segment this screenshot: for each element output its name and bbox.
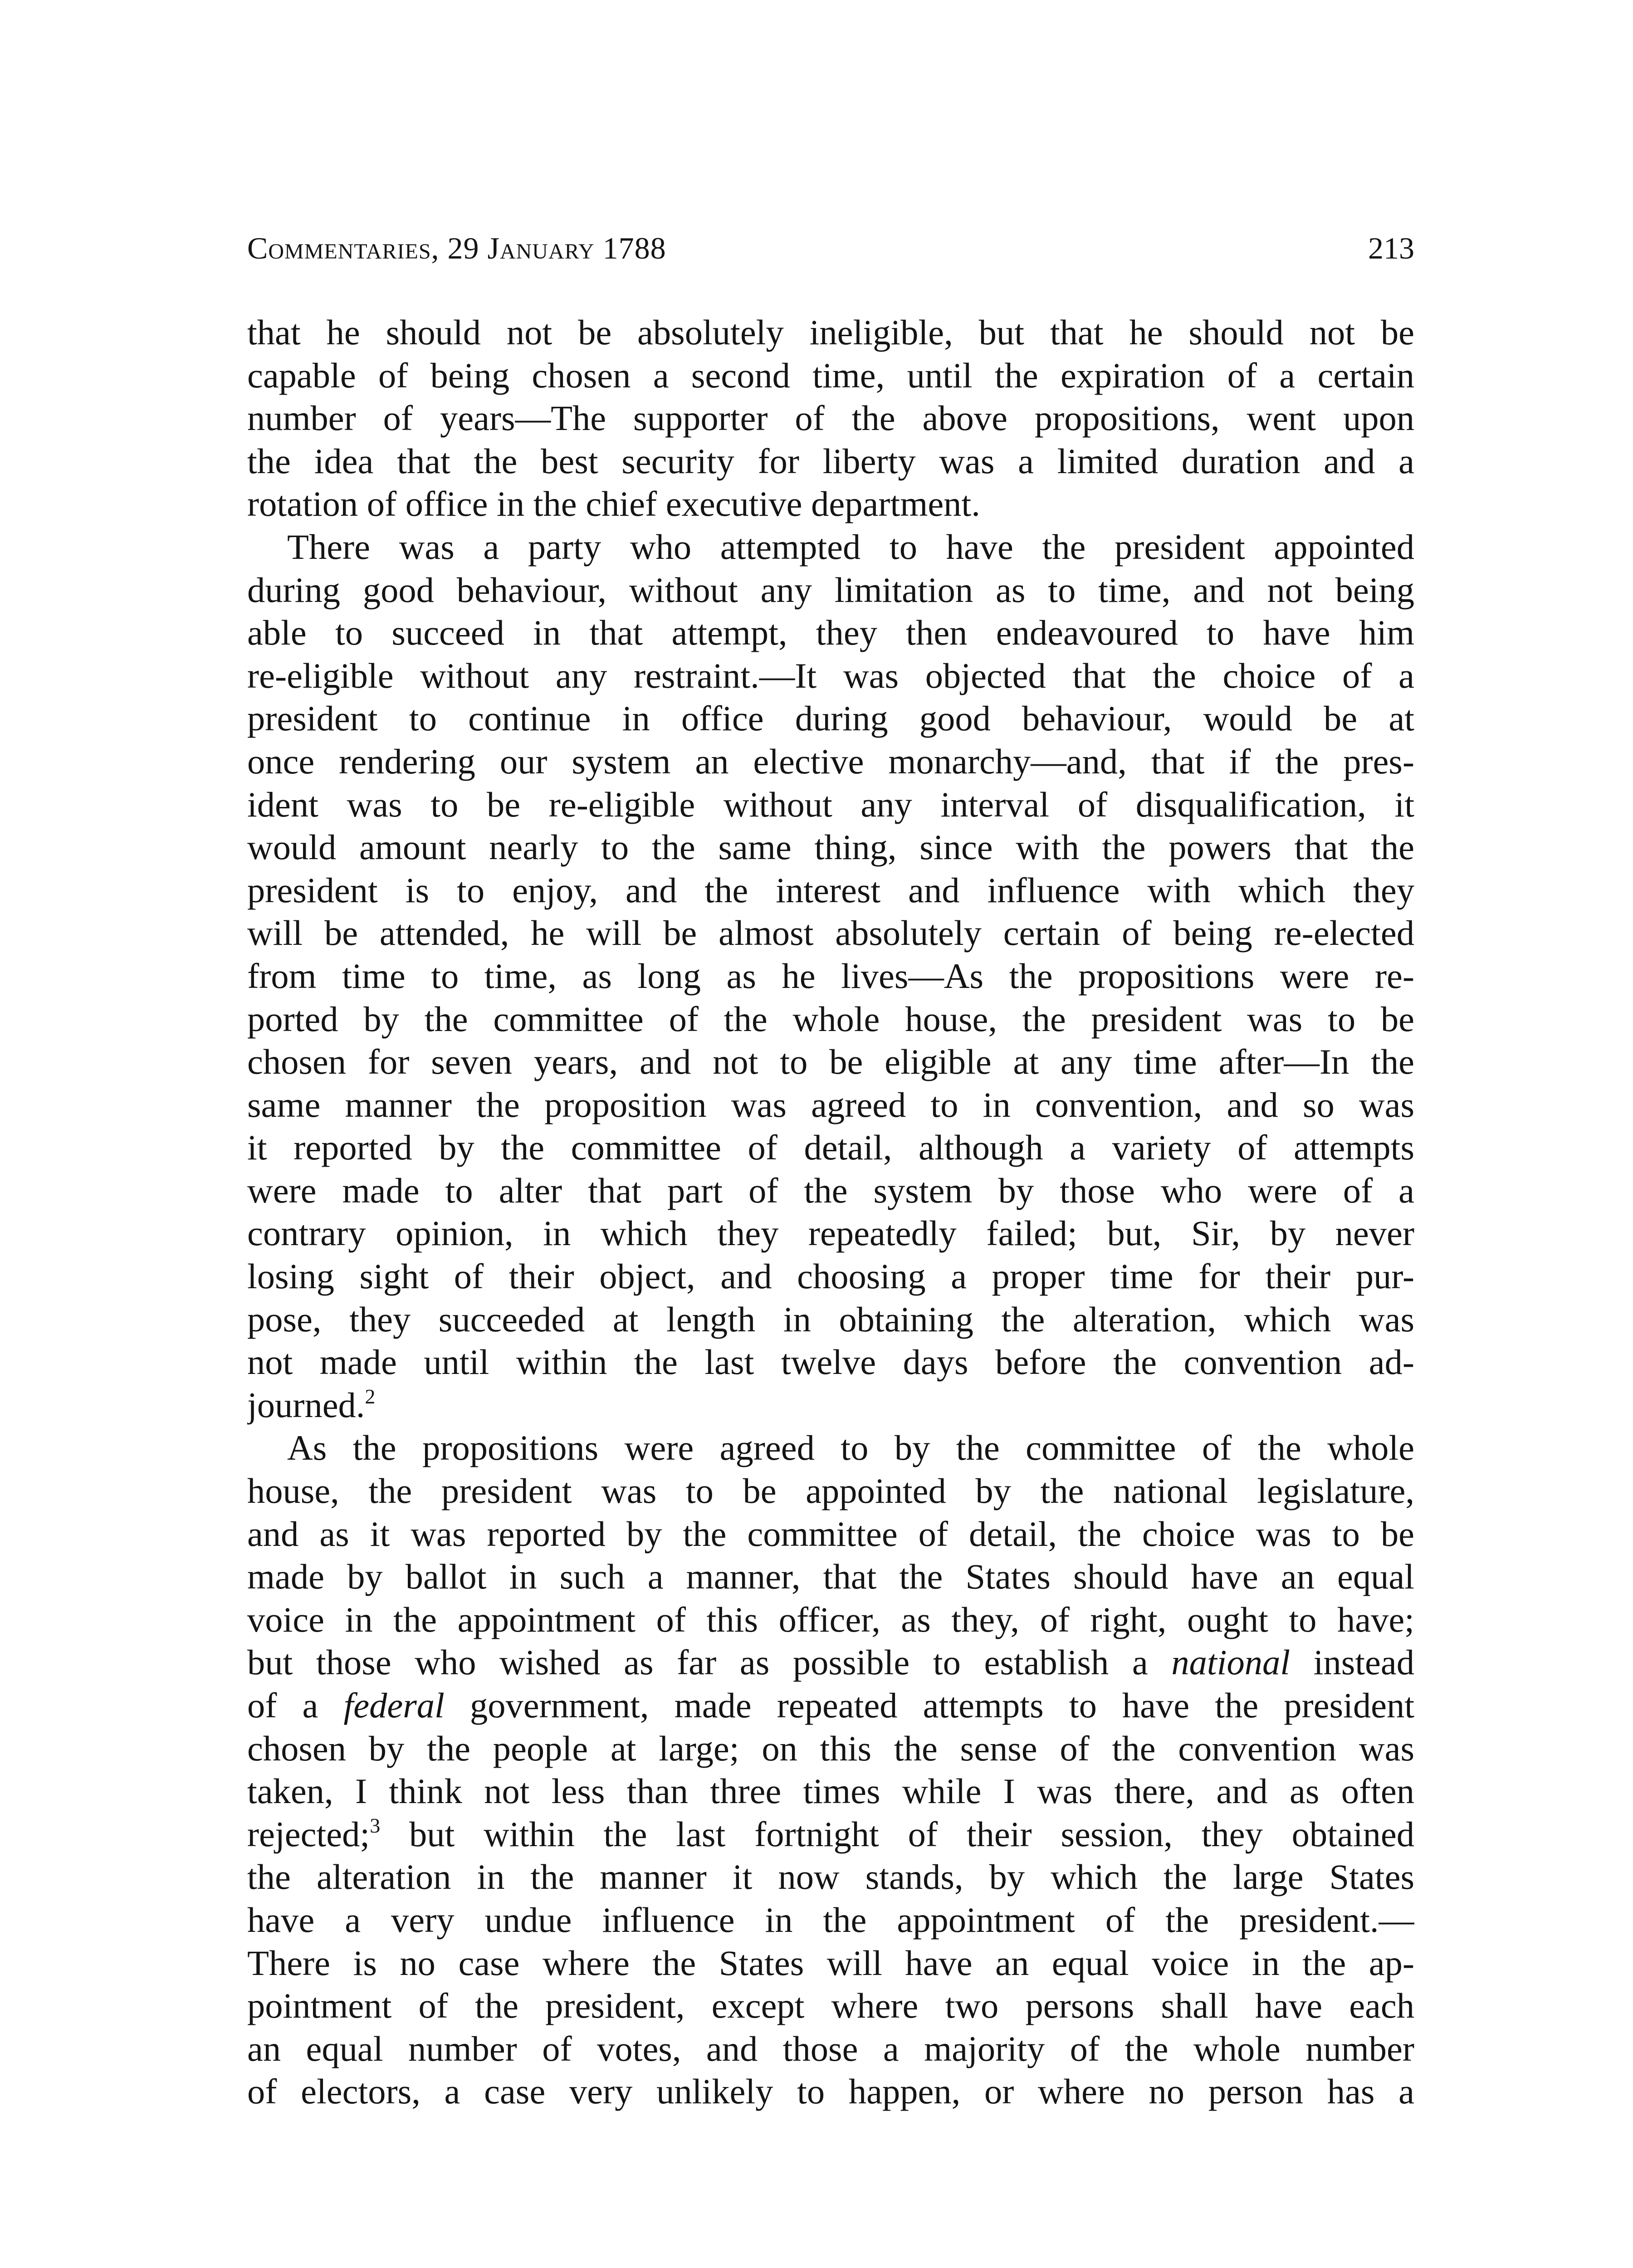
line-segment: but those who wished as far as possible to establish a — [247, 1642, 1172, 1682]
footnote-marker: 3 — [370, 1813, 381, 1837]
text-line: an equal number of votes, and those a majority of the whole number — [247, 2028, 1414, 2068]
text-line — [247, 1641, 1414, 1684]
page-number: 213 — [1368, 231, 1414, 265]
footnote-marker: 2 — [365, 1384, 376, 1408]
paragraph — [247, 1427, 1414, 2113]
line-segment: rejected; — [247, 1814, 370, 1854]
text-line: voice in the appointment of this officer, as they, of right, ought to have; — [247, 1599, 1414, 1639]
text-line: will be attended, he will be almost absolutely certain of being re-elected — [247, 913, 1414, 953]
text-line: the alteration in the manner it now stands, by which the large States — [247, 1857, 1414, 1897]
text-line: losing sight of their object, and choosing a proper time for their pur- — [247, 1256, 1414, 1296]
text-line: There was a party who attempted to have the president appointed — [287, 527, 1414, 567]
text-line: made by ballot in such a manner, that the States should have an equal — [247, 1557, 1414, 1597]
text-line: the idea that the best security for liberty was a limited duration and a — [247, 441, 1414, 481]
text-line: rotation of office in the chief executive department. — [247, 484, 980, 524]
text-line: pointment of the president, except where two persons shall have each — [247, 1986, 1414, 2026]
text-line: As the propositions were agreed to by the committee of the whole — [287, 1428, 1414, 1468]
text-line: pose, they succeeded at length in obtaining the alteration, which was — [247, 1299, 1414, 1339]
text-line: that he should not be absolutely ineligible, but that he should not be — [247, 313, 1414, 352]
text-line: president is to enjoy, and the interest and influence with which they — [247, 870, 1414, 910]
text-line: taken, I think not less than three times while I was there, and as often — [247, 1771, 1414, 1811]
line-segment: instead — [1290, 1642, 1414, 1682]
text-line: would amount nearly to the same thing, since with the powers that the — [247, 827, 1414, 867]
text-line: and as it was reported by the committee of detail, the choice was to be — [247, 1514, 1414, 1554]
text-line: of electors, a case very unlikely to happen, or where no person has a — [247, 2072, 1414, 2112]
text-line: number of years—The supporter of the above propositions, went upon — [247, 398, 1414, 438]
text-line: once rendering our system an elective monarchy—and, that if the pres- — [247, 741, 1414, 781]
text-line: have a very undue influence in the appointment of the president.— — [247, 1900, 1414, 1940]
text-line: not made until within the last twelve days before the convention ad- — [247, 1342, 1414, 1382]
text-line: from time to time, as long as he lives—As the propositions were re- — [247, 956, 1414, 996]
text-line: ident was to be re-eligible without any interval of disqualification, it — [247, 784, 1414, 824]
line-segment: government, made repeated attempts to have the president — [444, 1686, 1414, 1725]
text-line: during good behaviour, without any limitation as to time, and not being — [247, 570, 1414, 610]
text-line — [247, 1384, 1414, 1427]
italic-word: federal — [343, 1686, 445, 1725]
body-text — [247, 311, 1414, 2113]
text-line: re-eligible without any restraint.—It was objected that the choice of a — [247, 655, 1414, 695]
text-line: house, the president was to be appointed by the national legislature, — [247, 1471, 1414, 1511]
italic-word: national — [1171, 1642, 1291, 1682]
text-line: were made to alter that part of the system by those who were of a — [247, 1170, 1414, 1210]
paragraph — [247, 311, 1414, 526]
text-line: ported by the committee of the whole house, the president was to be — [247, 999, 1414, 1039]
line-segment: journed. — [247, 1385, 365, 1425]
line-segment: but within the last fortnight of their session, they obtained — [380, 1814, 1414, 1854]
line-segment: of a — [247, 1686, 344, 1725]
text-line: same manner the proposition was agreed to in convention, and so was — [247, 1085, 1414, 1124]
text-line — [247, 1813, 1414, 1856]
running-head-title: Commentaries, 29 January 1788 — [247, 231, 666, 265]
text-line — [247, 1684, 1414, 1727]
text-line: able to succeed in that attempt, they then endeavoured to have him — [247, 613, 1414, 653]
text-line: There is no case where the States will have an equal voice in the ap- — [247, 1943, 1414, 1983]
text-line: it reported by the committee of detail, although a variety of attempts — [247, 1128, 1414, 1168]
text-line: capable of being chosen a second time, until the expiration of a certain — [247, 355, 1414, 395]
text-line: president to continue in office during good behaviour, would be at — [247, 699, 1414, 738]
text-line: chosen by the people at large; on this the sense of the convention was — [247, 1728, 1414, 1768]
running-head — [247, 223, 1414, 273]
text-line: contrary opinion, in which they repeatedly failed; but, Sir, by never — [247, 1213, 1414, 1253]
text-line: chosen for seven years, and not to be eligible at any time after—In the — [247, 1042, 1414, 1082]
paragraph — [247, 526, 1414, 1427]
